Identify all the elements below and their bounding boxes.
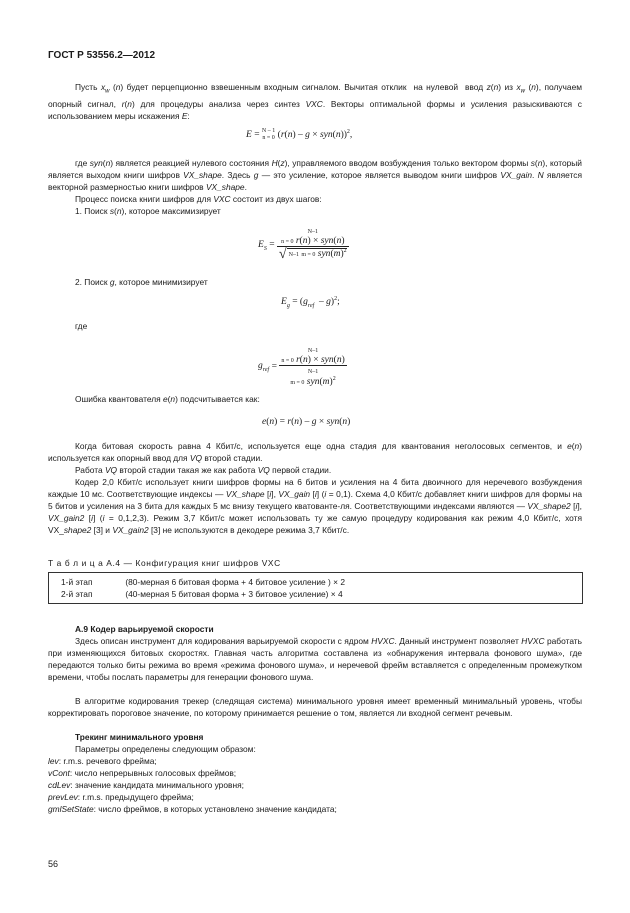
- paragraph-7: Ошибка квантователя e(n) подсчитывается как:: [75, 394, 260, 404]
- param-item: prevLev: r.m.s. предыдущего фрейма;: [48, 792, 194, 802]
- table-cell-config: (80-мерная 6 битовая форма + 4 битовое усиление ) × 2: [125, 577, 345, 587]
- paragraph-11: Здесь описан инструмент для кодирования варьируемой скорости с ядром HVXC. Данный инструмент позволяет HVXC работать при изменяющихся битовых скоростях. Главная часть алгоритма составлена из «обнаружения интервала фонового шума», где передаются только биты режима во время «режима фонового шума», и неречевой фрейм вставляется с определенным промежутком времени, чтобы послать параметры для генерации фонового шума.: [48, 636, 582, 682]
- page-number: 56: [48, 859, 59, 869]
- table-row: [61, 576, 345, 588]
- paragraph-5: 2. Поиск g, которое минимизирует: [75, 277, 208, 287]
- table-cell-stage: 2-й этап: [61, 589, 93, 599]
- formula-eg: $E_g = (g_{ref} - g)^2$;: [281, 296, 340, 310]
- table-cell-stage: 1-й этап: [61, 577, 93, 587]
- paragraph-10: Кодер 2,0 Кбит/с использует книги шифров формы на 6 битов и усиления на 4 бита двоичного для неречевого возбуждения каждые 10 мс. Соответствующие индексы — VX_shape [i], VX_gain [i] (i = 0,1). Схема 4,0 Кбит/с добавляет книги шифров для формы на 5 битов и усиления на 3 бита для каждых 5 мс внизу текущего кватованте-ля. Соответствующими индексами являются — VX_shape2 [i], VX_gain2 [i] (i = 0,1,2,3). Режим 3,7 Кбит/с может использовать ту же самую процедуру кодирования как режим 4,0 Кбит/с, хотя VX_shape2 [3] и VX_gain2 [3] не используются в декодере режима 3,7 Кбит/с.: [48, 477, 583, 535]
- paragraph-2: где syn(n) является реакцией нулевого состояния H(z), управляемого вводом возбуждения только вектором формы s(n), который является выходом книги шифров VX_shape. Здесь g — это усиление, которое является выводом книги шифров VX_gain. N является векторной размерностью книги шифров VX_shape.: [48, 158, 582, 192]
- param-item: gmlSetState: число фреймов, в которых установлено значение кандидата;: [48, 804, 337, 814]
- formula-error: e(n) = r(n) – g × syn(n): [262, 417, 351, 427]
- paragraph-1: Пусть $x_w$ (n) будет перцепционно взвешенным входным сигналом. Вычитая отклик на нулевой ввод z(n) из $x_w$ (n), получаем опорный сигнал, r(n) для процедуры анализа через синтез VXC. Векторы оптимальной формы и усиления разыскиваются с использованием меры искажения E:: [48, 82, 582, 121]
- paragraph-6: где: [75, 321, 88, 331]
- subsection-title: Трекинг минимального уровня: [75, 732, 204, 742]
- section-title: А.9 Кодер варьируемой скорости: [75, 624, 214, 634]
- param-item: cdLev: значение кандидата минимального уровня;: [48, 780, 244, 790]
- document-header: ГОСТ Р 53556.2—2012: [48, 50, 156, 61]
- table-cell-config: (40-мерная 5 битовая форма + 3 битовое усиление) × 4: [125, 589, 343, 599]
- paragraph-13: Параметры определены следующим образом:: [75, 744, 256, 754]
- param-item: lev: r.m.s. речевого фрейма;: [48, 756, 157, 766]
- formula-gref: $g_{ref}$ = N–1 n = 0 r(n) × syn(n) N–1 m = 0 $syn(m)^2$: [258, 345, 347, 387]
- paragraph-12: В алгоритме кодирования трекер (следящая система) минимального уровня имеет временный минимальный уровень, чтобы корректировать пороговое значение, по которому принимается решение о том, является ли входной сегмент речевым.: [48, 696, 582, 718]
- paragraph-8: Когда битовая скорость равна 4 Кбит/с, используется еще одна стадия для квантования неголосовых сегментов, и e(n) используется как опорный ввод для VQ второй стадии.: [48, 441, 582, 463]
- vxc-config-table: [48, 572, 583, 604]
- param-item: vCont: число непрерывных голосовых фреймов;: [48, 768, 237, 778]
- paragraph-3: Процесс поиска книги шифров для VXC состоит из двух шагов:: [75, 194, 322, 204]
- table-row: [61, 588, 343, 600]
- paragraph-9: Работа VQ второй стадии такая же как работа VQ первой стадии.: [75, 465, 332, 475]
- table-caption: Т а б л и ц а А.4 — Конфигурация книг шифров VXC: [48, 558, 281, 568]
- paragraph-4: 1. Поиск s(n), которое максимизирует: [75, 206, 221, 216]
- formula-es: $E_S$ = N–1 n = 0 r(n) × syn(n) √ N–1 m = 0 $syn(m)^2$: [258, 226, 349, 263]
- formula-distortion: E = N – 1 n = 0 $(r(n) - g \times syn(n))^2$,: [246, 128, 353, 141]
